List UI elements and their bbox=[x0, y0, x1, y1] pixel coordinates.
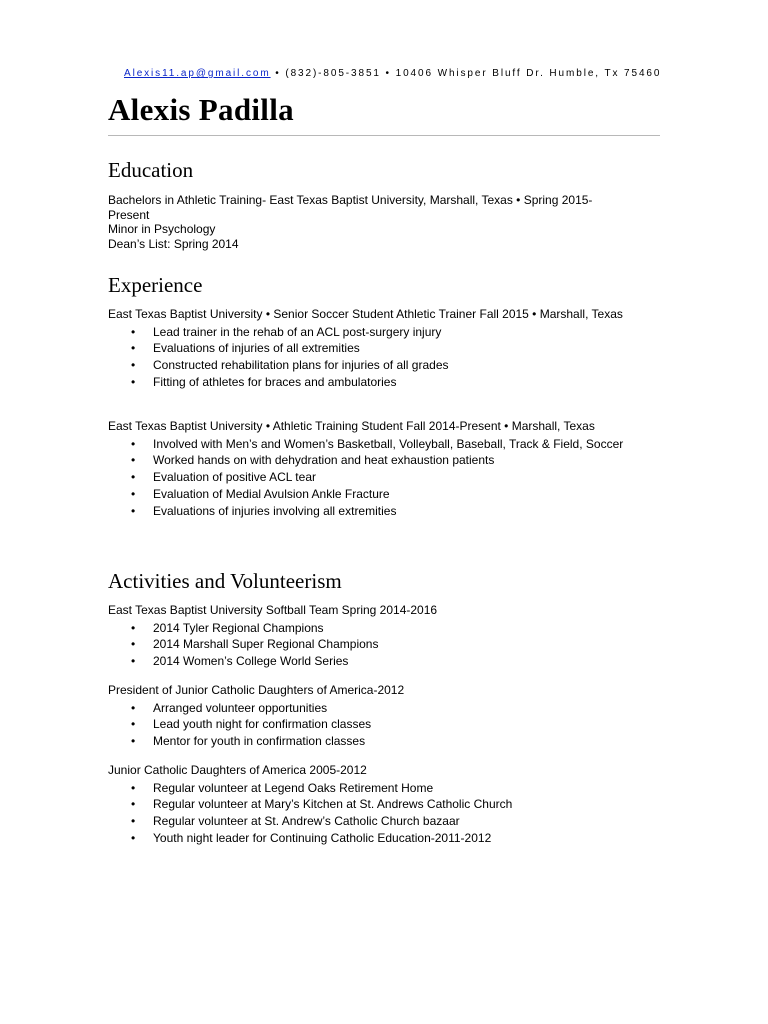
email-link[interactable]: Alexis11.ap@gmail.com bbox=[124, 68, 271, 79]
bullet-icon: • bbox=[131, 486, 136, 501]
bullet-icon: • bbox=[131, 503, 136, 518]
activity-heading: President of Junior Catholic Daughters of America-2012 bbox=[108, 683, 405, 697]
bullet-icon: • bbox=[131, 717, 136, 732]
page-title: Alexis Padilla bbox=[108, 92, 294, 127]
activity-items bbox=[108, 620, 660, 670]
bullet-icon: • bbox=[131, 374, 136, 389]
activity-heading: East Texas Baptist University Softball Team Spring 2014-2016 bbox=[108, 603, 438, 617]
bullet-icon: • bbox=[131, 700, 136, 715]
list-item: • Lead trainer in the rehab of an ACL post-surgery injury bbox=[131, 324, 442, 339]
list-item: • Regular volunteer at St. Andrew’s Catholic Church bazaar bbox=[131, 814, 460, 829]
activity-heading: Junior Catholic Daughters of America 2005-2012 bbox=[108, 763, 367, 777]
list-item: • 2014 Women’s College World Series bbox=[131, 654, 349, 669]
list-item: • Youth night leader for Continuing Catholic Education-2011-2012 bbox=[131, 830, 492, 845]
education-degree: Bachelors in Athletic Training- East Texas Baptist University, Marshall, Texas • Spring 2015- bbox=[108, 193, 593, 207]
bullet-icon: • bbox=[131, 341, 136, 356]
job-heading: East Texas Baptist University • Senior Soccer Student Athletic Trainer Fall 2015 • Marshall, Texas bbox=[108, 307, 623, 321]
list-item: • Evaluations of injuries involving all extremities bbox=[131, 503, 397, 518]
list-item: • 2014 Marshall Super Regional Champions bbox=[131, 637, 379, 652]
contact-details: • (832)-805-3851 • 10406 Whisper Bluff Dr. Humble, Tx 75460 bbox=[270, 68, 662, 79]
list-item: • Mentor for youth in confirmation classes bbox=[131, 734, 366, 749]
bullet-icon: • bbox=[131, 734, 136, 749]
list-item: • Regular volunteer at Mary’s Kitchen at St. Andrews Catholic Church bbox=[131, 797, 513, 812]
list-item: • Evaluation of Medial Avulsion Ankle Fracture bbox=[131, 486, 390, 501]
activity-entry bbox=[108, 763, 660, 847]
header-divider bbox=[108, 135, 660, 136]
bullet-icon: • bbox=[131, 620, 136, 635]
contact-line bbox=[124, 68, 664, 79]
education-degree-cont: Present bbox=[108, 207, 150, 222]
list-item: • Worked hands on with dehydration and heat exhaustion patients bbox=[131, 453, 495, 468]
education-honors: Dean’s List: Spring 2014 bbox=[108, 236, 239, 251]
job-heading: East Texas Baptist University • Athletic Training Student Fall 2014-Present • Marshall, Texas bbox=[108, 419, 595, 433]
list-item: • Evaluations of injuries of all extremities bbox=[131, 341, 360, 356]
bullet-icon: • bbox=[131, 637, 136, 652]
list-item: • Evaluation of positive ACL tear bbox=[131, 470, 316, 485]
activity-entry bbox=[108, 603, 660, 670]
job-entry bbox=[108, 419, 660, 519]
bullet-icon: • bbox=[131, 830, 136, 845]
activity-items bbox=[108, 780, 660, 847]
education-heading: Education bbox=[108, 158, 194, 182]
list-item: • Lead youth night for confirmation classes bbox=[131, 717, 372, 732]
list-item: • Fitting of athletes for braces and ambulatories bbox=[131, 374, 397, 389]
bullet-icon: • bbox=[131, 453, 136, 468]
list-item: • Arranged volunteer opportunities bbox=[131, 700, 328, 715]
experience-heading: Experience bbox=[108, 273, 203, 297]
bullet-icon: • bbox=[131, 324, 136, 339]
job-entry bbox=[108, 307, 660, 391]
bullet-icon: • bbox=[131, 654, 136, 669]
activity-items bbox=[108, 700, 660, 750]
education-block bbox=[108, 193, 660, 251]
bullet-icon: • bbox=[131, 814, 136, 829]
list-item: • Involved with Men’s and Women’s Basketball, Volleyball, Baseball, Track & Field, Soccer bbox=[131, 436, 624, 451]
bullet-icon: • bbox=[131, 780, 136, 795]
bullet-icon: • bbox=[131, 797, 136, 812]
job-duties bbox=[108, 436, 660, 520]
bullet-icon: • bbox=[131, 470, 136, 485]
bullet-icon: • bbox=[131, 436, 136, 451]
list-item: • 2014 Tyler Regional Champions bbox=[131, 620, 324, 635]
job-duties bbox=[108, 324, 660, 391]
list-item: • Constructed rehabilitation plans for injuries of all grades bbox=[131, 358, 449, 373]
activities-heading: Activities and Volunteerism bbox=[108, 569, 342, 593]
list-item: • Regular volunteer at Legend Oaks Retirement Home bbox=[131, 780, 434, 795]
bullet-icon: • bbox=[131, 358, 136, 373]
activity-entry bbox=[108, 683, 660, 750]
education-minor: Minor in Psychology bbox=[108, 222, 216, 236]
